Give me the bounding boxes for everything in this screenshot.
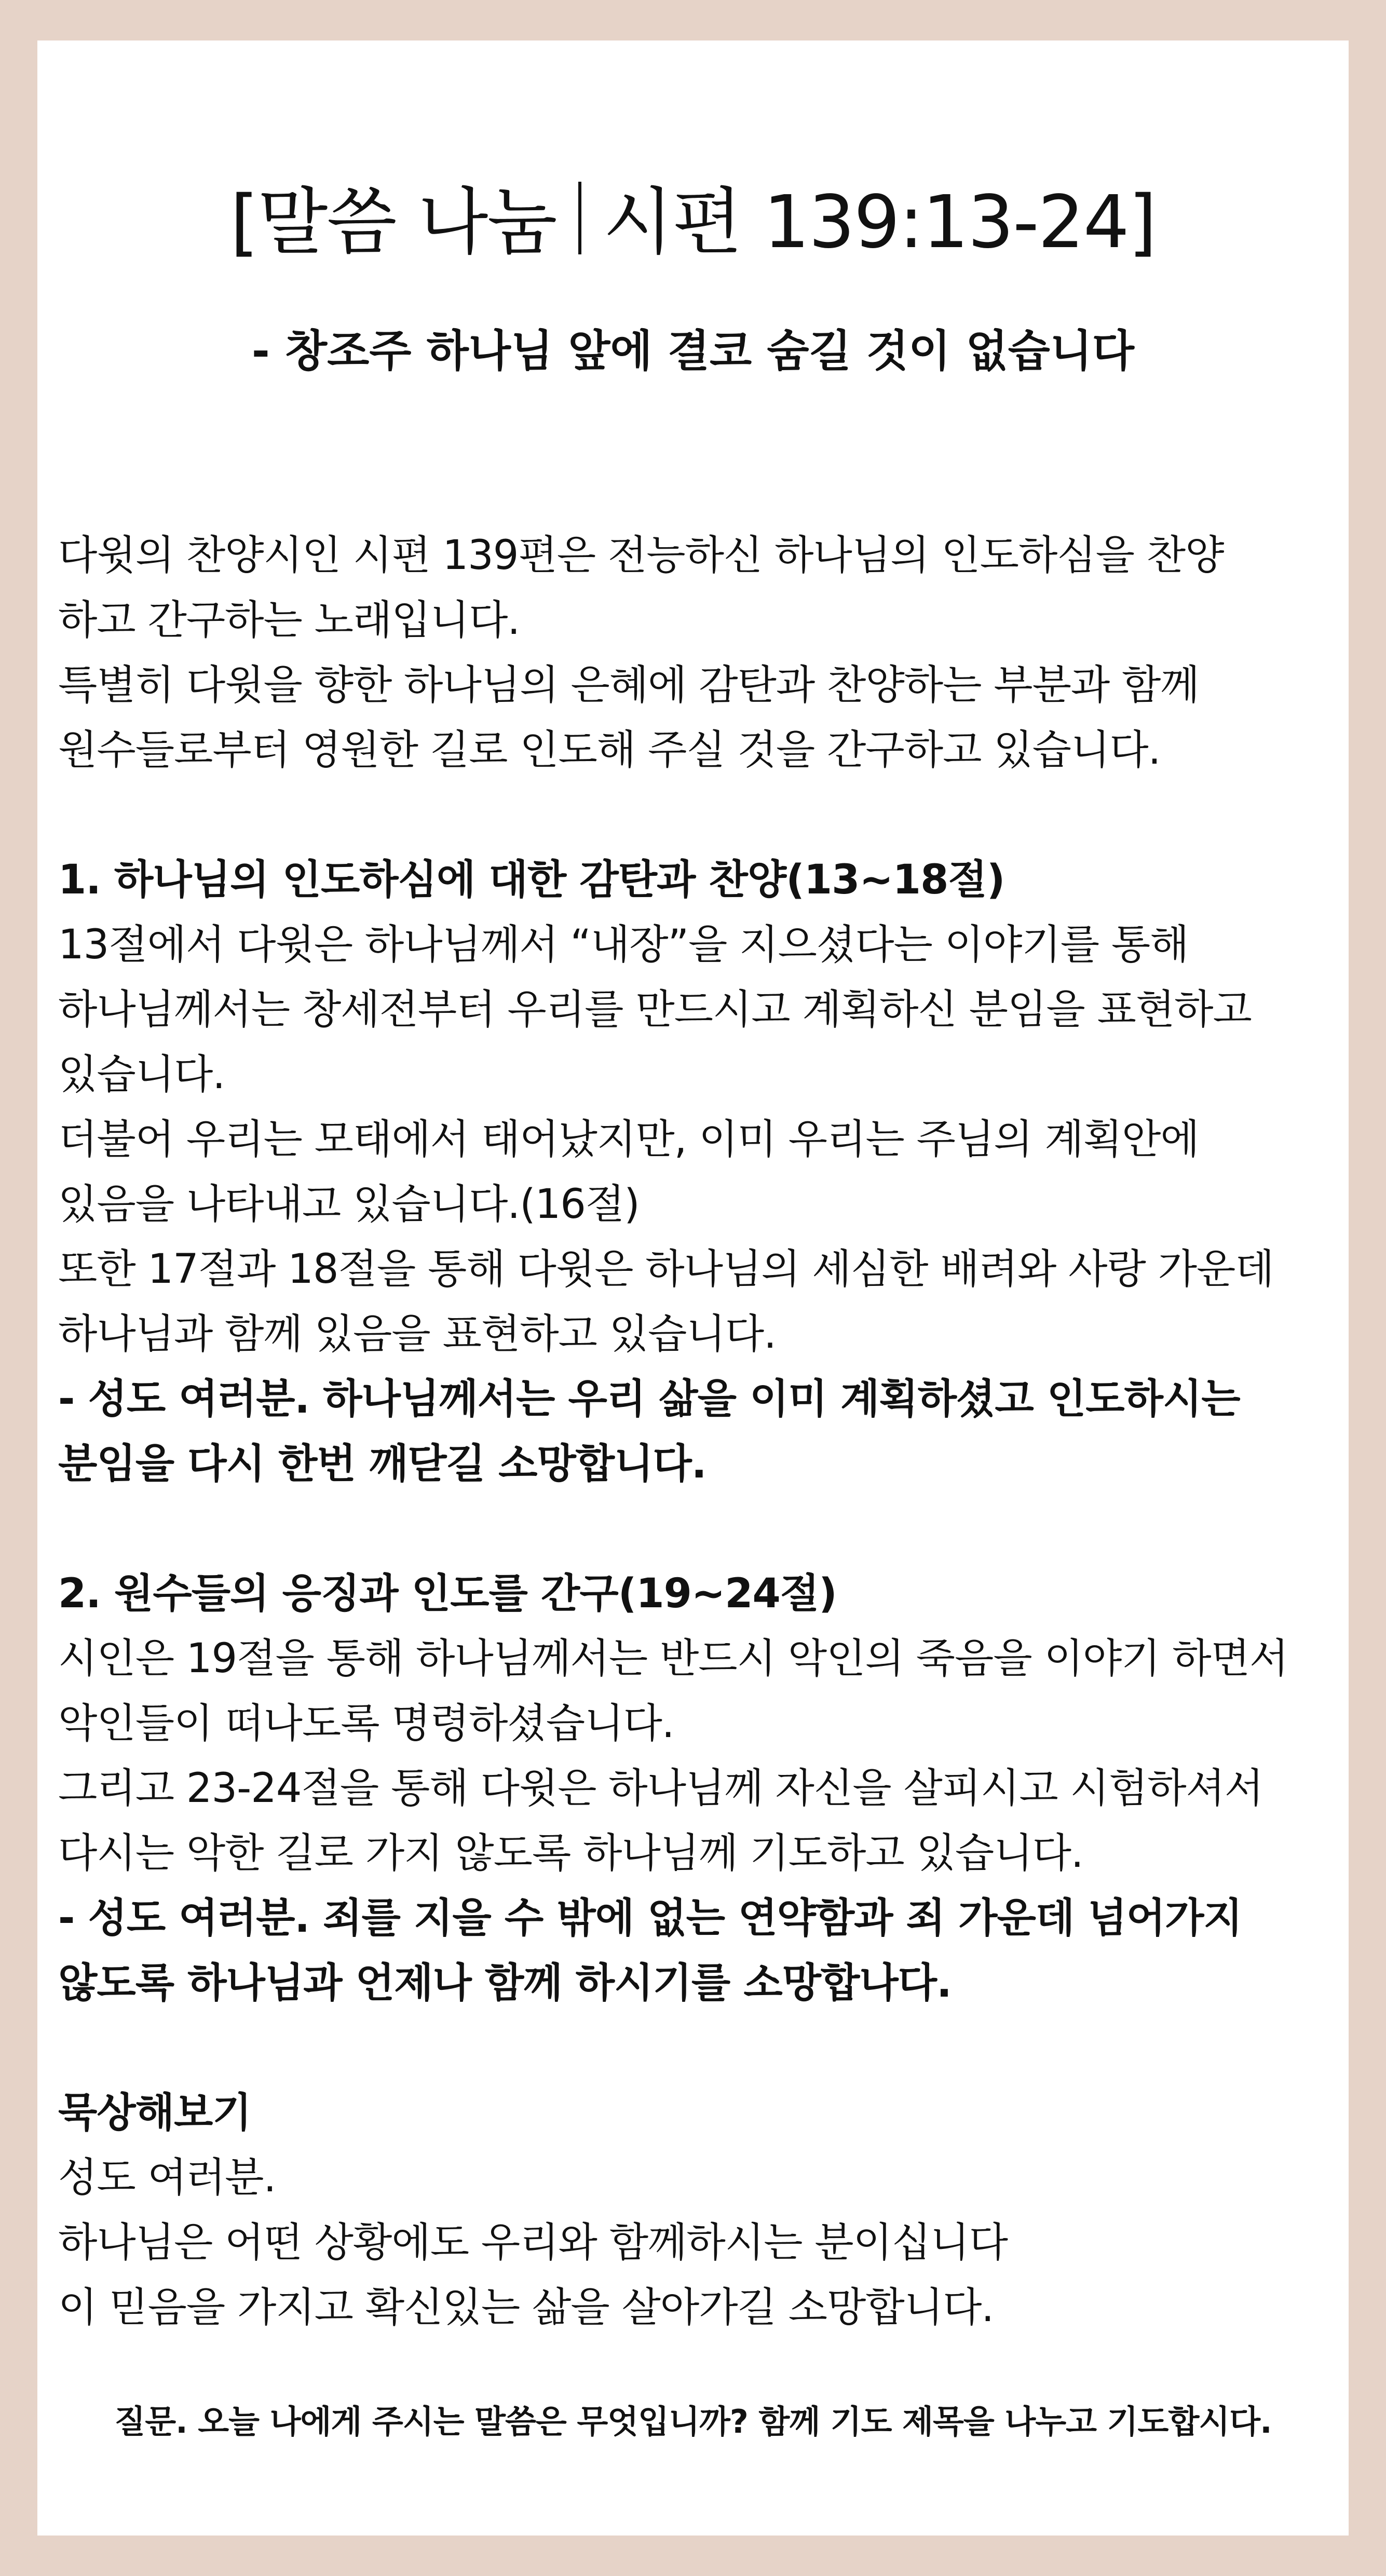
section-1 [58,848,1330,1497]
content-card [37,40,1349,2536]
text-line: 또한 17절과 18절을 통해 다윗은 하나님의 세심한 배려와 사랑 가운데 [58,1246,1274,1293]
title-left: [말씀 나눔 [230,180,556,265]
text-line: 13절에서 다윗은 하나님께서 “내장”을 지으셨다는 이야기를 통해 [58,921,1189,968]
text-line: 있음을 나타내고 있습니다.(16절) [58,1181,640,1228]
paragraph-gap [58,783,1330,848]
emphasis-line: - 성도 여러분. 하나님께서는 우리 삶을 이미 계획하셨고 인도하시는 [58,1376,1240,1422]
page-subtitle: - 창조주 하나님 앞에 결코 숨길 것이 없습니다 [251,326,1135,376]
text-line: 시인은 19절을 통해 하나님께서는 반드시 악인의 죽음을 이야기 하면서 [58,1635,1288,1682]
page-title [37,181,1349,264]
paragraph-gap [58,2016,1330,2081]
text-line: 성도 여러분. [58,2154,276,2201]
title-right: 시편 139:13-24] [603,180,1156,265]
text-line: 특별히 다윗을 향한 하나님의 은혜에 감탄과 찬양하는 부분과 함께 [58,662,1199,709]
text-line: 더불어 우리는 모태에서 태어났지만, 이미 우리는 주님의 계획안에 [58,1116,1199,1163]
text-line: 악인들이 떠나도록 명령하셨습니다. [58,1700,674,1747]
section-heading: 묵상해보기 [58,2090,251,2136]
text-line: 하나님은 어떤 상황에도 우리와 함께하시는 분이십니다 [58,2219,1008,2266]
meditation-section [58,2081,1330,2340]
section-heading: 2. 원수들의 응징과 인도를 간구(19~24절) [58,1570,837,1617]
section-2 [58,1562,1330,2016]
intro-paragraph [58,523,1330,783]
emphasis-line: 않도록 하나님과 언제나 함께 하시기를 소망합나다. [58,1960,952,2006]
text-line: 있습니다. [58,1051,225,1098]
title-separator [578,182,581,254]
text-line: 하고 간구하는 노래입니다. [58,597,520,644]
text-line: 원수들로부터 영원한 길로 인도해 주실 것을 간구하고 있습니다. [58,727,1161,774]
section-heading: 1. 하나님의 인도하심에 대한 감탄과 찬양(13~18절) [58,857,1005,903]
emphasis-line: - 성도 여러분. 죄를 지을 수 밖에 없는 연약함과 죄 가운데 넘어가지 [58,1895,1242,1942]
discussion-question: 질문. 오늘 나에게 주시는 말씀은 무엇입니까? 함께 기도 제목을 나누고 기도합시다. [114,2403,1272,2441]
text-line: 하나님과 함께 있음을 표현하고 있습니다. [58,1311,776,1358]
text-line: 그리고 23-24절을 통해 다윗은 하나님께 자신을 살피시고 시험하셔서 [58,1765,1263,1812]
paragraph-gap [58,1497,1330,1562]
sermon-body [58,523,1330,2340]
text-line: 다윗의 찬양시인 시편 139편은 전능하신 하나님의 인도하심을 찬양 [58,532,1224,579]
text-line: 다시는 악한 길로 가지 않도록 하나님께 기도하고 있습니다. [58,1830,1083,1877]
text-line: 이 믿음을 가지고 확신있는 삶을 살아가길 소망합니다. [58,2284,994,2331]
text-line: 하나님께서는 창세전부터 우리를 만드시고 계획하신 분임을 표현하고 [58,986,1252,1033]
emphasis-line: 분임을 다시 한번 깨닫길 소망합니다. [58,1441,706,1487]
